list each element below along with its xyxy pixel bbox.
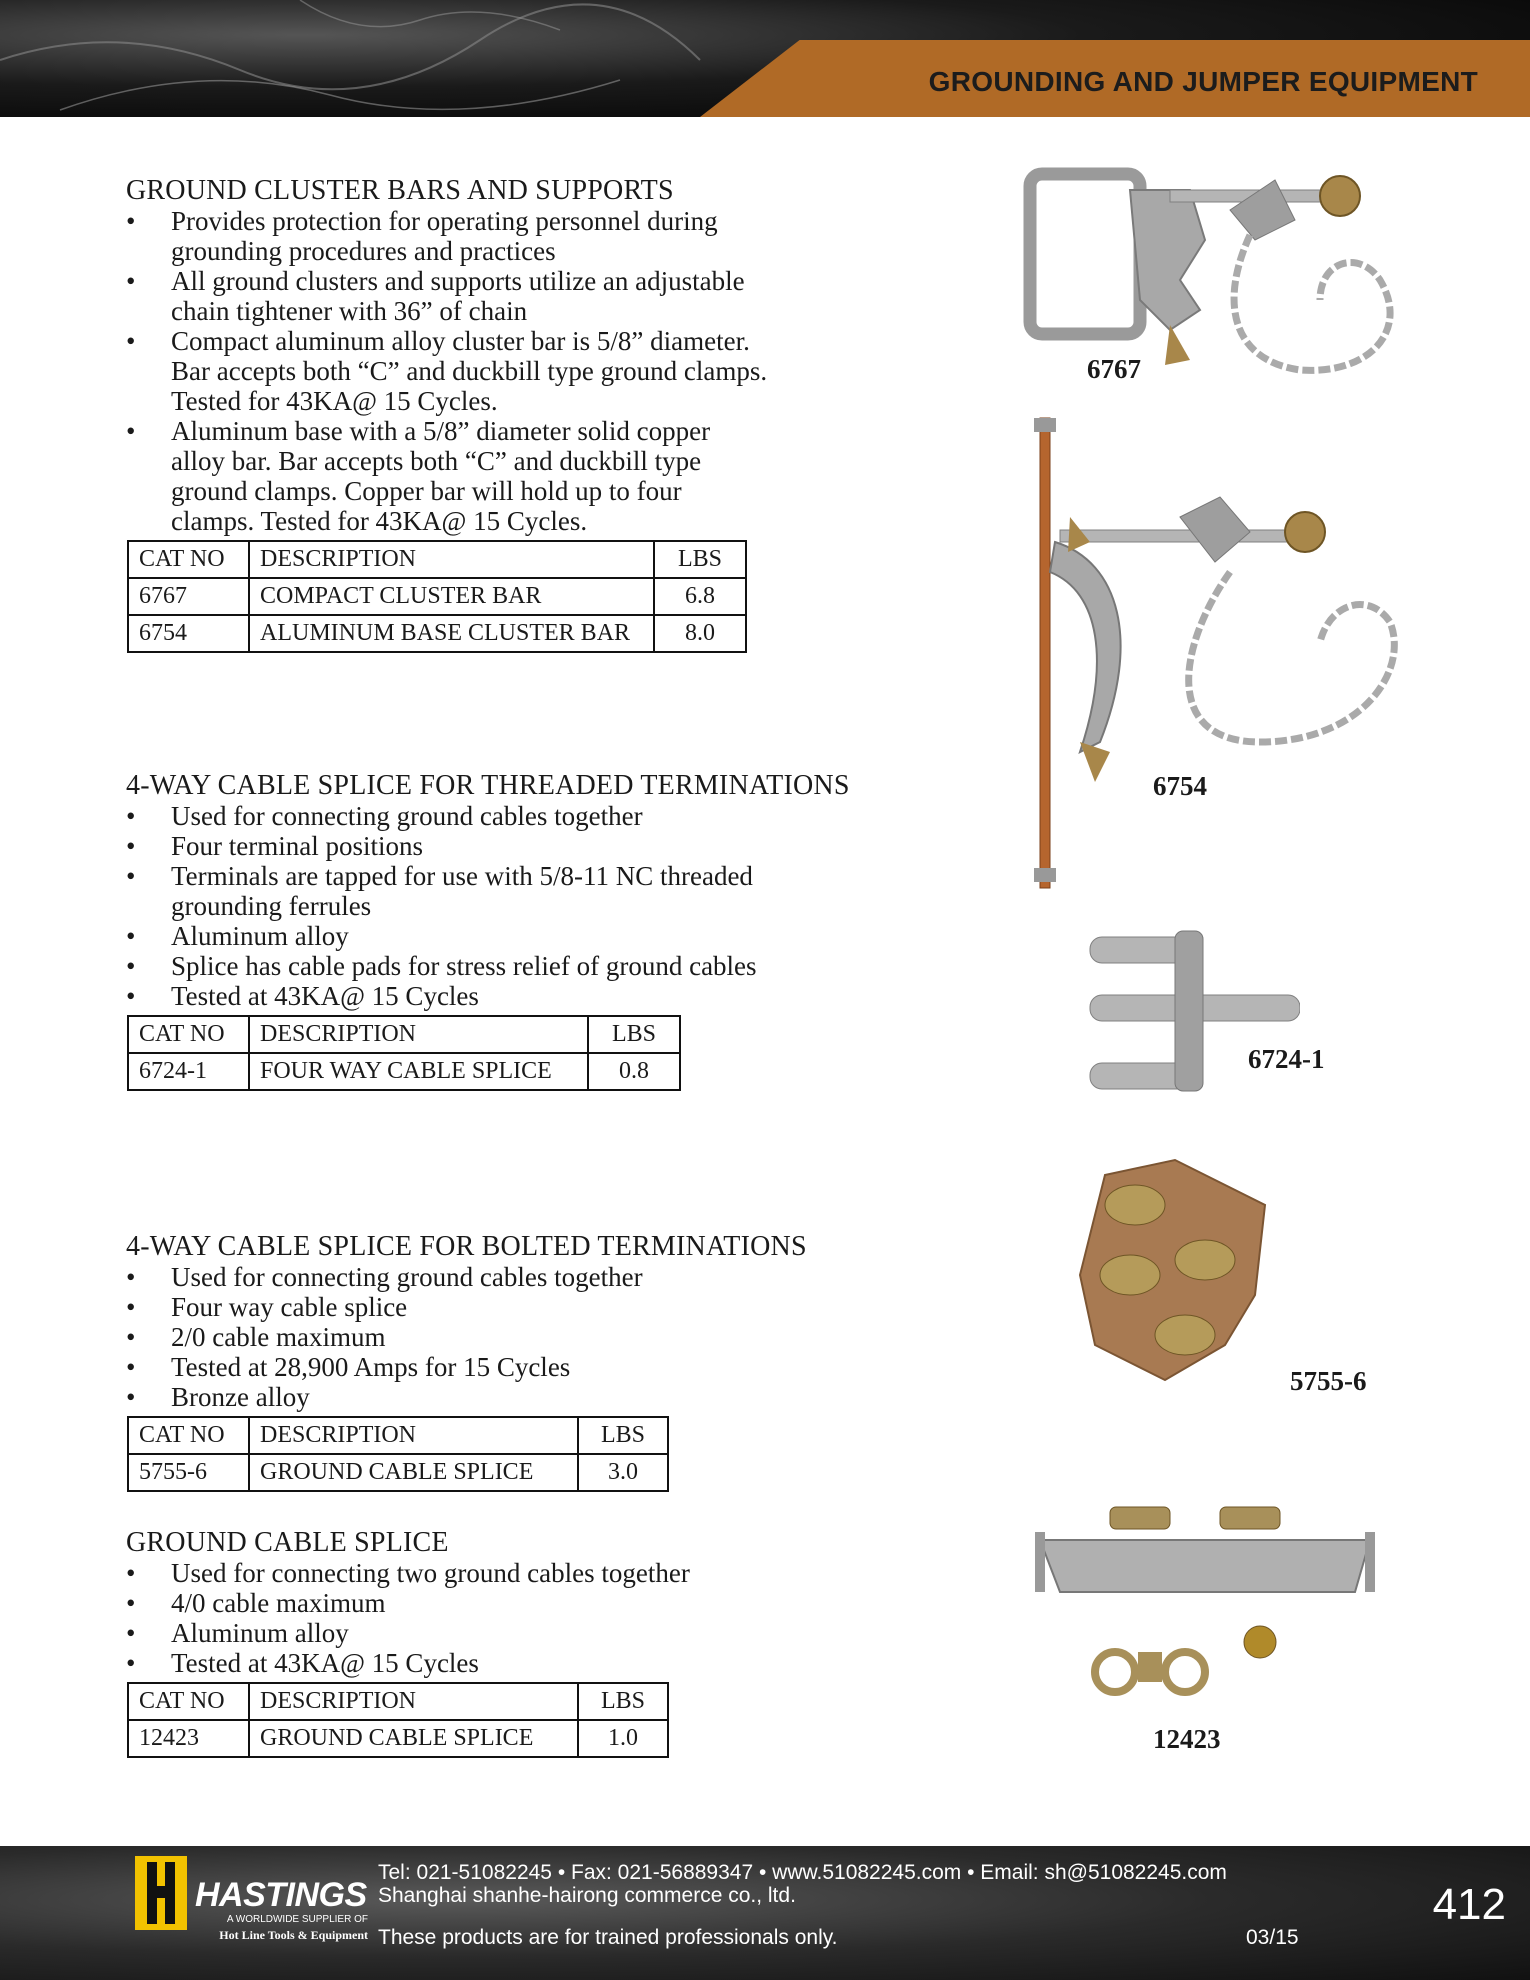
table-header-row <box>128 541 746 578</box>
footer-company: Shanghai shanhe-hairong commerce co., ltd. <box>378 1884 796 1907</box>
bullet-item: • Used for connecting ground cables together <box>126 1262 807 1292</box>
bullet-item: • Terminals are tapped for use with 5/8-11 NC threaded grounding ferrules <box>126 861 850 921</box>
table-cell: 0.8 <box>588 1053 680 1090</box>
footer-date: 03/15 <box>1246 1926 1299 1949</box>
table-cell: COMPACT CLUSTER BAR <box>249 578 654 615</box>
section-ground-cable-splice <box>126 1528 690 1758</box>
table-cell: 8.0 <box>654 615 746 652</box>
bullet-item: • Used for connecting ground cables together <box>126 801 850 831</box>
table-header-cell: LBS <box>654 541 746 578</box>
bullet-item: • Aluminum base with a 5/8” diameter solid copper alloy bar. Bar accepts both “C” and duckbill type ground clamps. Copper bar will hold up to four clamps. Tested for 43KA@ 15 Cycles. <box>126 416 767 536</box>
section-title: GROUND CABLE SPLICE <box>126 1527 449 1558</box>
product-label-12423: 12423 <box>1153 1724 1221 1754</box>
table-header-cell: CAT NO <box>128 1417 249 1454</box>
hastings-h-icon <box>135 1856 187 1930</box>
table-cell: FOUR WAY CABLE SPLICE <box>249 1053 588 1090</box>
spec-table <box>127 1682 669 1758</box>
bullet-list <box>126 1262 807 1412</box>
table-row <box>128 1454 668 1491</box>
bullet-item: • All ground clusters and supports utilize an adjustable chain tightener with 36” of chain <box>126 266 767 326</box>
footer-contact: Tel: 021-51082245 • Fax: 021-56889347 • www.51082245.com • Email: sh@51082245.com <box>378 1861 1227 1884</box>
bullet-item: • Tested at 43KA@ 15 Cycles <box>126 981 850 1011</box>
table-header-row <box>128 1683 668 1720</box>
bullet-list <box>126 801 850 1011</box>
section-cluster-bars <box>126 176 767 653</box>
table-cell: 6.8 <box>654 578 746 615</box>
table-cell: 6754 <box>128 615 249 652</box>
table-row <box>128 615 746 652</box>
table-header-cell: DESCRIPTION <box>249 1683 578 1720</box>
table-header-cell: LBS <box>588 1016 680 1053</box>
table-cell: GROUND CABLE SPLICE <box>249 1720 578 1757</box>
product-label-6724-1: 6724-1 <box>1248 1044 1325 1074</box>
table-cell: 5755-6 <box>128 1454 249 1491</box>
bullet-item: • 2/0 cable maximum <box>126 1322 807 1352</box>
table-cell: 3.0 <box>578 1454 668 1491</box>
product-label-6754: 6754 <box>1153 771 1207 801</box>
bullet-item: • Aluminum alloy <box>126 1618 690 1648</box>
logo-wordmark: HASTINGS <box>195 1876 367 1914</box>
page-number: 412 <box>1432 1880 1506 1929</box>
table-header-cell: DESCRIPTION <box>249 1016 588 1053</box>
table-header-cell: LBS <box>578 1417 668 1454</box>
spec-table <box>127 1015 681 1091</box>
page-header <box>0 0 1530 117</box>
bullet-item: • Provides protection for operating personnel during grounding procedures and practices <box>126 206 767 266</box>
table-header-cell: LBS <box>578 1683 668 1720</box>
bullet-item: • Four terminal positions <box>126 831 850 861</box>
bullet-list <box>126 1558 690 1678</box>
table-row <box>128 578 746 615</box>
section-title: 4-WAY CABLE SPLICE FOR BOLTED TERMINATIONS <box>126 1231 807 1262</box>
product-image-6754 <box>1000 412 1410 892</box>
spec-table <box>127 1416 669 1492</box>
footer-notice: These products are for trained professionals only. <box>378 1926 838 1949</box>
table-cell: 12423 <box>128 1720 249 1757</box>
table-header-cell: CAT NO <box>128 1016 249 1053</box>
bullet-item: • Bronze alloy <box>126 1382 807 1412</box>
section-bolted-splice <box>126 1232 807 1492</box>
table-header-cell: CAT NO <box>128 1683 249 1720</box>
product-image-5755-6 <box>1075 1155 1270 1385</box>
bullet-item: • Tested at 43KA@ 15 Cycles <box>126 1648 690 1678</box>
table-cell: 6767 <box>128 578 249 615</box>
header-title: GROUNDING AND JUMPER EQUIPMENT <box>928 66 1478 97</box>
spec-table <box>127 540 747 653</box>
logo-tagline: A WORLDWIDE SUPPLIER OF <box>226 1914 368 1925</box>
bullet-list <box>126 206 767 536</box>
table-header-cell: CAT NO <box>128 541 249 578</box>
hastings-logo <box>135 1856 370 1948</box>
table-cell: GROUND CABLE SPLICE <box>249 1454 578 1491</box>
bullet-item: • Splice has cable pads for stress relief of ground cables <box>126 951 850 981</box>
bullet-item: • Used for connecting two ground cables together <box>126 1558 690 1588</box>
product-image-12423 <box>1030 1502 1380 1702</box>
table-row <box>128 1720 668 1757</box>
table-header-cell: DESCRIPTION <box>249 1417 578 1454</box>
section-title: GROUND CLUSTER BARS AND SUPPORTS <box>126 175 674 206</box>
bullet-item: • 4/0 cable maximum <box>126 1588 690 1618</box>
logo-tagline: Hot Line Tools & Equipment <box>219 1928 368 1942</box>
table-header-cell: DESCRIPTION <box>249 541 654 578</box>
section-title: 4-WAY CABLE SPLICE FOR THREADED TERMINATIONS <box>126 770 850 801</box>
table-cell: 6724-1 <box>128 1053 249 1090</box>
bullet-item: • Compact aluminum alloy cluster bar is 5/8” diameter. Bar accepts both “C” and duckbill type ground clamps. Tested for 43KA@ 15 Cycles. <box>126 326 767 416</box>
bullet-item: • Tested at 28,900 Amps for 15 Cycles <box>126 1352 807 1382</box>
product-image-6767 <box>1020 160 1410 390</box>
product-label-5755-6: 5755-6 <box>1290 1366 1367 1396</box>
bullet-item: • Four way cable splice <box>126 1292 807 1322</box>
table-row <box>128 1053 680 1090</box>
product-label-6767: 6767 <box>1087 354 1141 384</box>
section-threaded-splice <box>126 771 850 1091</box>
bullet-item: • Aluminum alloy <box>126 921 850 951</box>
table-header-row <box>128 1016 680 1053</box>
table-cell: 1.0 <box>578 1720 668 1757</box>
table-header-row <box>128 1417 668 1454</box>
table-cell: ALUMINUM BASE CLUSTER BAR <box>249 615 654 652</box>
